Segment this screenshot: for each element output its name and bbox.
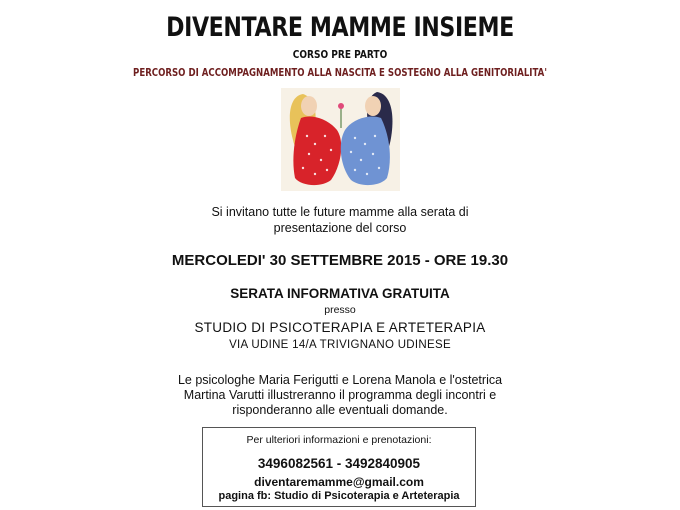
contact-info-label: Per ulteriori informazioni e prenotazioni:	[246, 434, 432, 446]
invite-line-2: presentazione del corso	[273, 221, 407, 235]
event-title: SERATA INFORMATIVA GRATUITA	[230, 286, 450, 301]
speakers-line-1: Le psicologhe Maria Ferigutti e Lorena Manola e l'ostetrica	[177, 373, 503, 387]
flower-icon	[338, 103, 344, 109]
presso-label: presso	[324, 304, 356, 316]
contact-facebook[interactable]: pagina fb: Studio di Psicoterapia e Arteterapia	[218, 490, 460, 502]
two-pregnant-women-painting-icon	[281, 88, 400, 191]
venue-address: VIA UDINE 14/A TRIVIGNANO UDINESE	[229, 339, 451, 351]
event-date: MERCOLEDI' 30 SETTEMBRE 2015 - ORE 19.30	[171, 252, 509, 269]
page-title: DIVENTARE MAMME INSIEME	[166, 12, 514, 43]
page-tagline: PERCORSO DI ACCOMPAGNAMENTO ALLA NASCITA E SOSTEGNO ALLA GENITORIALITA'	[133, 66, 547, 79]
contact-email[interactable]: diventaremamme@gmail.com	[254, 475, 424, 489]
left-woman-face	[301, 96, 317, 116]
speakers-line-2: Martina Varutti illustreranno il programma degli incontri e	[183, 388, 497, 402]
contact-phones[interactable]: 3496082561 - 3492840905	[257, 456, 421, 471]
page-subtitle: CORSO PRE PARTO	[292, 48, 388, 61]
speakers-text	[0, 373, 680, 418]
invite-text	[0, 204, 680, 236]
right-woman-face	[365, 96, 381, 116]
speakers-line-3: risponderanno alle eventuali domande.	[232, 403, 448, 417]
contact-box	[202, 427, 476, 507]
invite-line-1: Si invitano tutte le future mamme alla serata di	[211, 205, 469, 219]
venue-name: STUDIO DI PSICOTERAPIA E ARTETERAPIA	[194, 320, 486, 335]
right-woman-dress	[341, 117, 390, 186]
